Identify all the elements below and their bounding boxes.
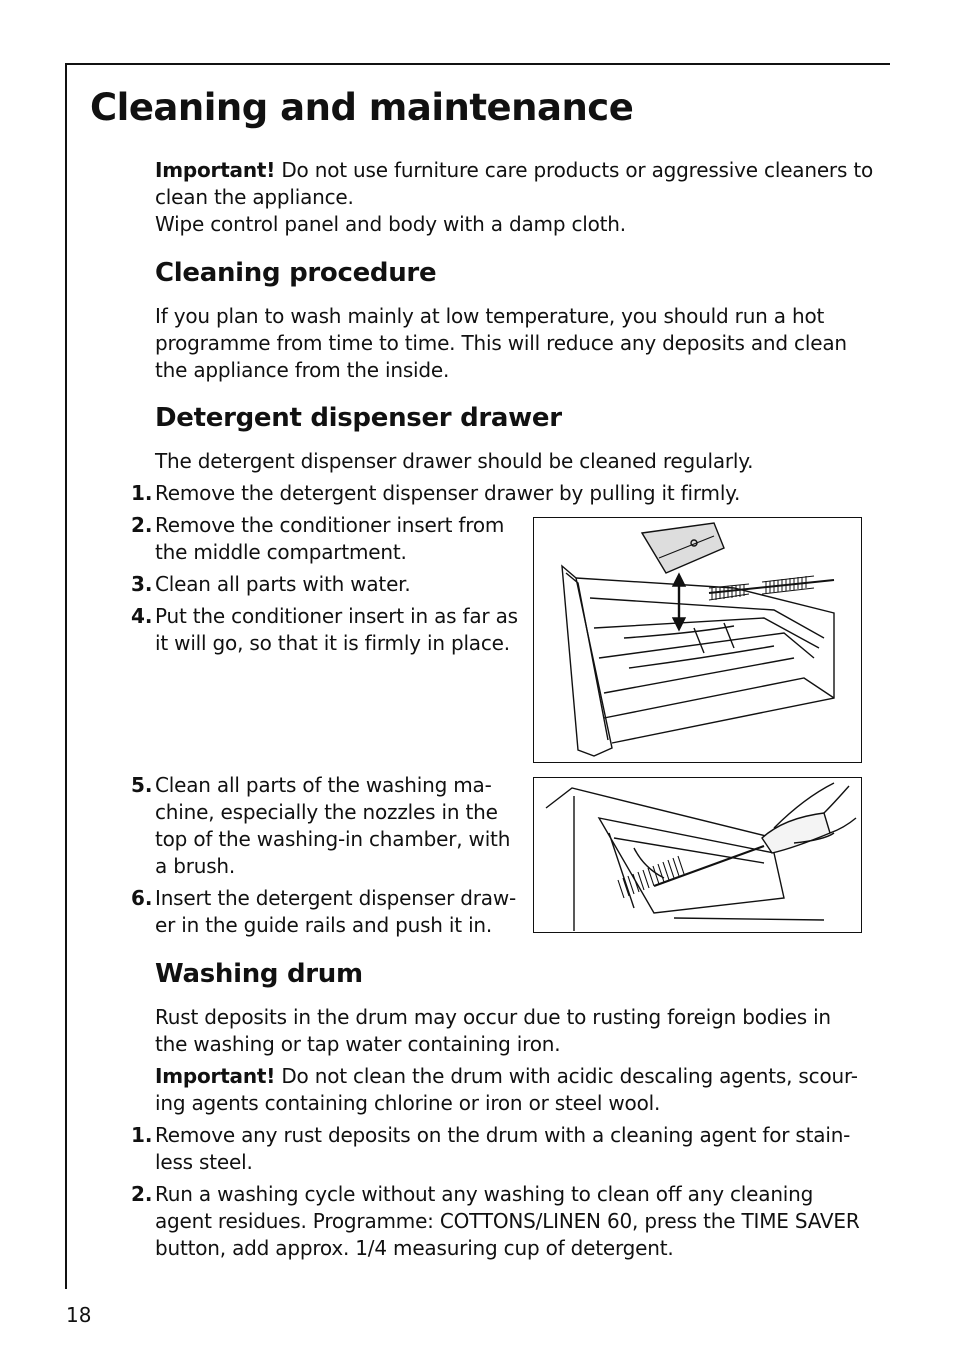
step-text: Put the conditioner insert in as far as (155, 604, 518, 628)
step-text: er in the guide rails and push it in. (155, 913, 493, 937)
cleaning-procedure-line: programme from time to time. This will reduce any deposits and clean (155, 331, 847, 355)
step-text: Remove the detergent dispenser drawer by pulling it firmly. (155, 481, 741, 505)
step-text: chine, especially the nozzles in the (155, 800, 498, 824)
cleaning-procedure-line: If you plan to wash mainly at low temperature, you should run a hot (155, 304, 825, 328)
step-text: Remove any rust deposits on the drum with a cleaning agent for stain- (155, 1123, 851, 1147)
step-text: Remove the conditioner insert from (155, 513, 505, 537)
step-text: less steel. (155, 1150, 253, 1174)
step-text: the middle compartment. (155, 540, 407, 564)
brush-illustration (534, 778, 860, 931)
cleaning-procedure-line: the appliance from the inside. (155, 358, 450, 382)
figure-drawer-insert (533, 517, 862, 763)
step-text: it will go, so that it is firmly in place. (155, 631, 510, 655)
intro-line-3: Wipe control panel and body with a damp cloth. (155, 212, 626, 236)
page-frame-left-rule (65, 63, 67, 1289)
washing-drum-line: Rust deposits in the drum may occur due to rusting foreign bodies in (155, 1005, 831, 1029)
important-label: Important! (155, 1064, 276, 1088)
step-number: 1. (131, 1123, 153, 1147)
step-number: 4. (131, 604, 153, 628)
step-text: agent residues. Programme: COTTONS/LINEN 60, press the TIME SAVER (155, 1209, 860, 1233)
page-title: Cleaning and maintenance (90, 86, 634, 129)
step-number: 2. (131, 1182, 153, 1206)
step-number: 5. (131, 773, 153, 797)
step-number: 2. (131, 513, 153, 537)
step-number: 3. (131, 572, 153, 596)
step-text: Run a washing cycle without any washing to clean off any cleaning (155, 1182, 814, 1206)
figure-brush-cleaning (533, 777, 862, 933)
drawer-illustration (534, 518, 860, 761)
heading-cleaning-procedure: Cleaning procedure (155, 258, 437, 288)
heading-washing-drum: Washing drum (155, 959, 363, 989)
washing-drum-important-line-2: ing agents containing chlorine or iron or steel wool. (155, 1091, 661, 1115)
detergent-drawer-intro: The detergent dispenser drawer should be cleaned regularly. (155, 449, 754, 473)
washing-drum-important-line-1: Important! Do not clean the drum with acidic descaling agents, scour- (155, 1064, 858, 1088)
step-number: 1. (131, 481, 153, 505)
step-text: top of the washing-in chamber, with (155, 827, 511, 851)
step-text: Insert the detergent dispenser draw- (155, 886, 516, 910)
step-text: a brush. (155, 854, 236, 878)
step-text: Clean all parts of the washing ma- (155, 773, 492, 797)
page-frame-top-rule (65, 63, 890, 65)
heading-detergent-drawer: Detergent dispenser drawer (155, 403, 562, 433)
intro-important-line-2: clean the appliance. (155, 185, 354, 209)
washing-drum-line: the washing or tap water containing iron. (155, 1032, 561, 1056)
step-text: Clean all parts with water. (155, 572, 411, 596)
intro-important-line-1: Important! Do not use furniture care products or aggressive cleaners to (155, 158, 874, 182)
important-label: Important! (155, 158, 276, 182)
step-text: button, add approx. 1/4 measuring cup of detergent. (155, 1236, 674, 1260)
page-number: 18 (66, 1303, 92, 1327)
step-number: 6. (131, 886, 153, 910)
